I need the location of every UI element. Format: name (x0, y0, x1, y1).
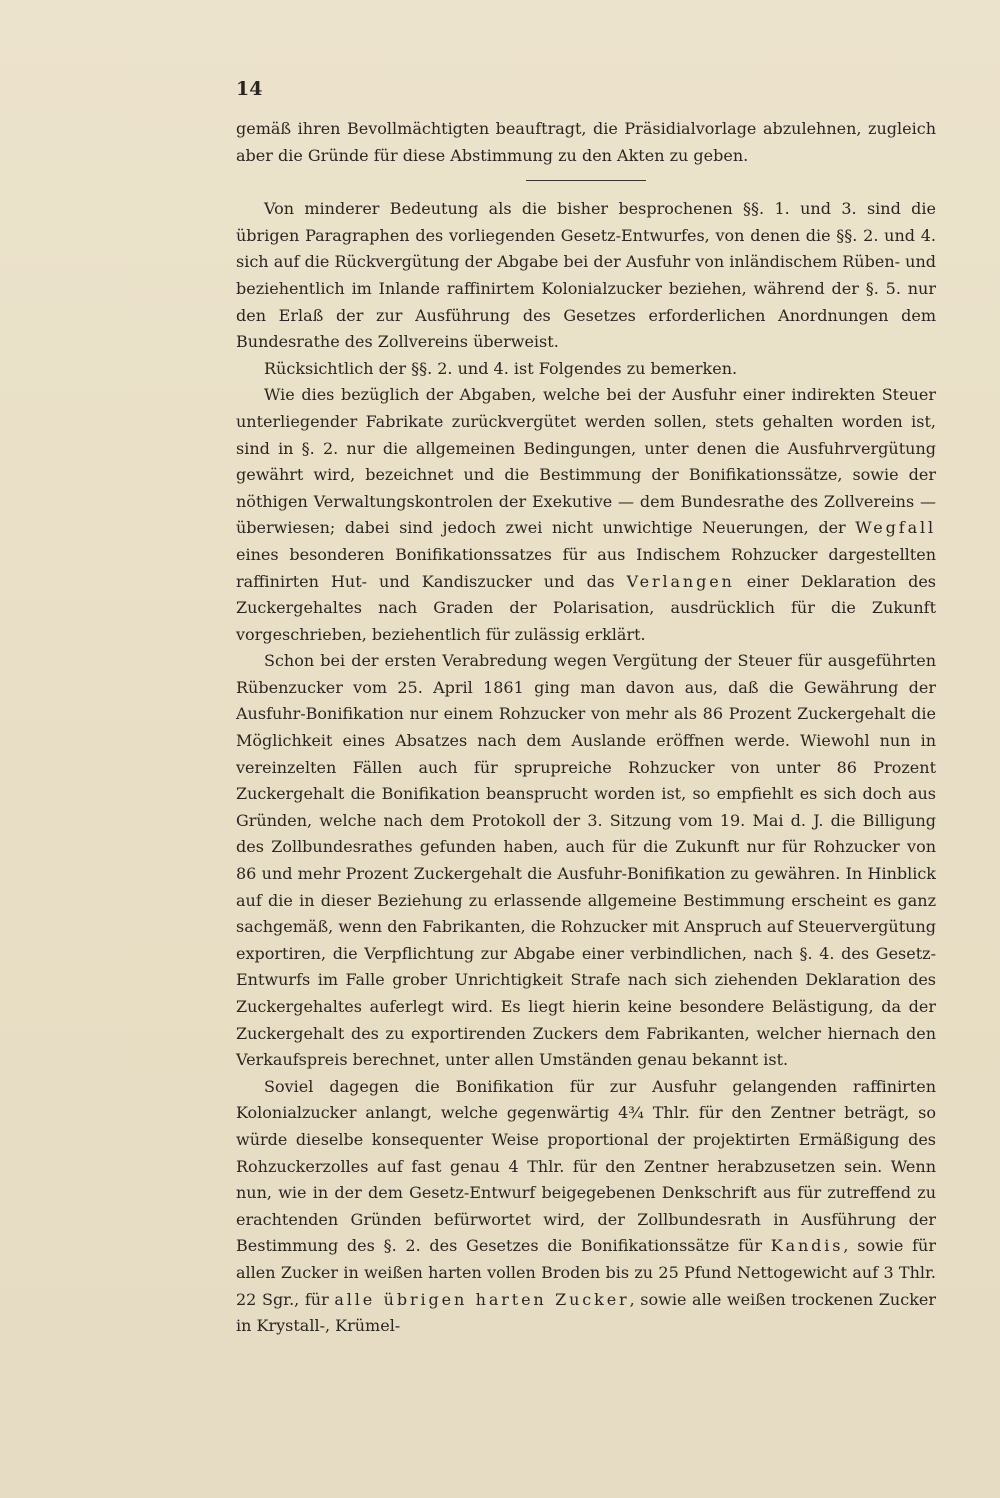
paragraph-3-text-c: einer Deklaration des Zuckergehaltes nach Graden der Polarisation, ausdrücklich für die Zukunft vorgeschrieben, beziehentlich für zulässig erklärt. (236, 571, 937, 644)
emphasis-wegfall: Wegfall (855, 518, 936, 538)
intro-paragraph: gemäß ihren Bevollmächtigten beauftragt, die Präsidialvorlage abzulehnen, zugleich aber die Gründe für diese Abstimmung zu den Akten zu geben. (236, 119, 936, 165)
emphasis-alle-uebrigen: alle übrigen harten Zucker (334, 1289, 630, 1309)
body-text (236, 116, 936, 1340)
section-divider (526, 180, 646, 181)
emphasis-kandis: Kandis (770, 1236, 844, 1256)
paragraph-3 (236, 382, 936, 648)
paragraph-5-text-c: , sowie alle weißen trockenen Zucker in Krystall-, Krümel- (236, 1289, 937, 1336)
paragraph-4: Schon bei der ersten Verabredung wegen Vergütung der Steuer für ausgeführten Rübenzucker vom 25. April 1861 ging man davon aus, daß die Gewährung der Ausfuhr-Bonifikation nur einem Rohzucker von mehr als 86 Prozent Zuckergehalt die Möglichkeit eines Absatzes nach dem Auslande eröffnen werde. Wiewohl nun in vereinzelten Fällen auch für sprupreiche Rohzucker von unter 86 Prozent Zuckergehalt die Bonifikation beansprucht worden ist, so empfiehlt es sich doch aus Gründen, welche nach dem Protokoll der 3. Sitzung vom 19. Mai d. J. die Billigung des Zollbundesrathes gefunden haben, auch für die Zukunft nur für Rohzucker von 86 und mehr Prozent Zuckergehalt die Ausfuhr-Bonifikation zu gewähren. In Hinblick auf die in dieser Beziehung zu erlassende allgemeine Bestimmung erscheint es ganz sachgemäß, wenn den Fabrikanten, die Rohzucker mit Anspruch auf Steuervergütung exportiren, die Verpflichtung zur Abgabe einer verbindlichen, nach §. 4. des Gesetz-Entwurfs im Falle grober Unrichtigkeit Strafe nach sich ziehenden Deklaration des Zuckergehaltes auferlegt wird. Es liegt hierin keine besondere Belästigung, da der Zuckergehalt des zu exportirenden Zuckers dem Fabrikanten, welcher hiernach den Verkaufspreis berechnet, unter allen Umständen genau bekannt ist. (236, 651, 936, 1070)
paragraph-3-text-b: eines besonderen Bonifikationssatzes für aus Indischem Rohzucker dargestellten raffinirten Hut- und Kandiszucker und das (236, 544, 936, 591)
emphasis-verlangen: Verlangen (626, 571, 735, 591)
paragraph-2: Rücksichtlich der §§. 2. und 4. ist Folgendes zu bemerken. (264, 358, 738, 378)
paragraph-5-text-a: Soviel dagegen die Bonifikation für zur Ausfuhr gelangenden raffinirten Kolonialzucker anlangt, welche gegenwärtig 4¾ Thlr. für den Zentner beträgt, so würde dieselbe konsequenter Weise proportional der projektirten Ermäßigung des Rohzuckerzolles auf fast genau 4 Thlr. für den Zentner herabzusetzen sein. Wenn nun, wie in der dem Gesetz-Entwurf beigegebenen Denkschrift aus für zutreffend zu erachtenden Gründen befürwortet wird, der Zollbundesrath in Ausführung der Bestimmung des §. 2. des Gesetzes die Bonifikationssätze für (236, 1076, 936, 1256)
paragraph-5-text-b: , sowie für allen Zucker in weißen harten vollen Broden bis zu 25 Pfund Nettogewicht auf 3 Thlr. 22 Sgr., für (236, 1236, 936, 1309)
page-number: 14 (236, 78, 263, 100)
paragraph-3-text-a: Wie dies bezüglich der Abgaben, welche bei der Ausfuhr einer indirekten Steuer unterliegender Fabrikate zurückvergütet werden sollen, stets gehalten worden ist, sind in §. 2. nur die allgemeinen Bedingungen, unter denen die Ausfuhrvergütung gewährt wird, bezeichnet und die Bestimmung der Bonifikationssätze, sowie der nöthigen Verwaltungskontrolen der Exekutive — dem Bundesrathe des Zollvereins — überwiesen; dabei sind jedoch zwei nicht unwichtige Neuerungen, der (236, 385, 936, 538)
paragraph-1: Von minderer Bedeutung als die bisher besprochenen §§. 1. und 3. sind die übrigen Paragraphen des vorliegenden Gesetz-Entwurfes, von denen die §§. 2. und 4. sich auf die Rückvergütung der Abgabe bei der Ausfuhr von inländischem Rüben- und beziehentlich im Inlande raffinirtem Kolonialzucker beziehen, während der §. 5. nur den Erlaß der zur Ausführung des Gesetzes erforderlichen Anordnungen dem Bundesrathe des Zollvereins überweist. (236, 199, 936, 352)
paragraph-5 (236, 1074, 936, 1340)
